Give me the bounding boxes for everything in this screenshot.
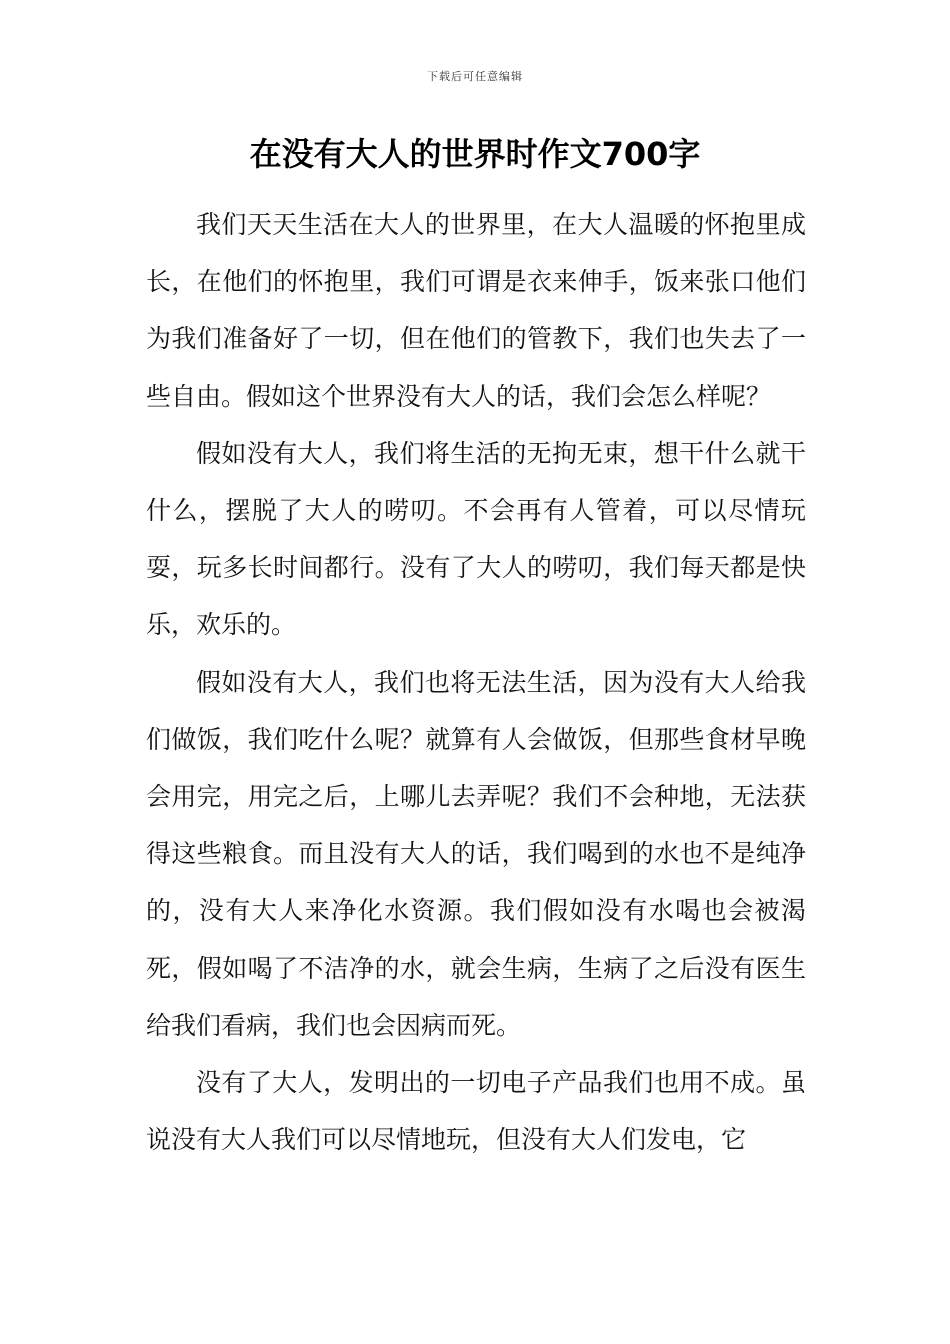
paragraph-2: 假如没有大人，我们将生活的无拘无束，想干什么就干什么，摆脱了大人的唠叨。不会再有人管着，可以尽情玩耍，玩多长时间都行。没有了大人的唠叨，我们每天都是快乐，欢乐的。 [146, 438, 806, 640]
paragraph-1: 我们天天生活在大人的世界里，在大人温暖的怀抱里成长，在他们的怀抱里，我们可谓是衣来伸手，饭来张口他们为我们准备好了一切，但在他们的管教下，我们也失去了一些自由。假如这个世界没有大人的话，我们会怎么样呢？ [146, 210, 806, 411]
document-body [146, 196, 806, 1168]
paragraph-4: 没有了大人，发明出的一切电子产品我们也用不成。虽说没有大人我们可以尽情地玩，但没有大人们发电，它 [146, 1068, 806, 1155]
header-note: 下载后可任意编辑 [427, 70, 523, 83]
paragraph-3: 假如没有大人，我们也将无法生活，因为没有大人给我们做饭，我们吃什么呢？就算有人会做饭，但那些食材早晚会用完，用完之后，上哪儿去弄呢？我们不会种地，无法获得这些粮食。而且没有大人的话，我们喝到的水也不是纯净的，没有大人来净化水资源。我们假如没有水喝也会被渴死，假如喝了不洁净的水，就会生病，生病了之后没有医生给我们看病，我们也会因病而死。 [146, 667, 806, 1040]
document-title: 在没有大人的世界时作文700字 [249, 135, 701, 173]
